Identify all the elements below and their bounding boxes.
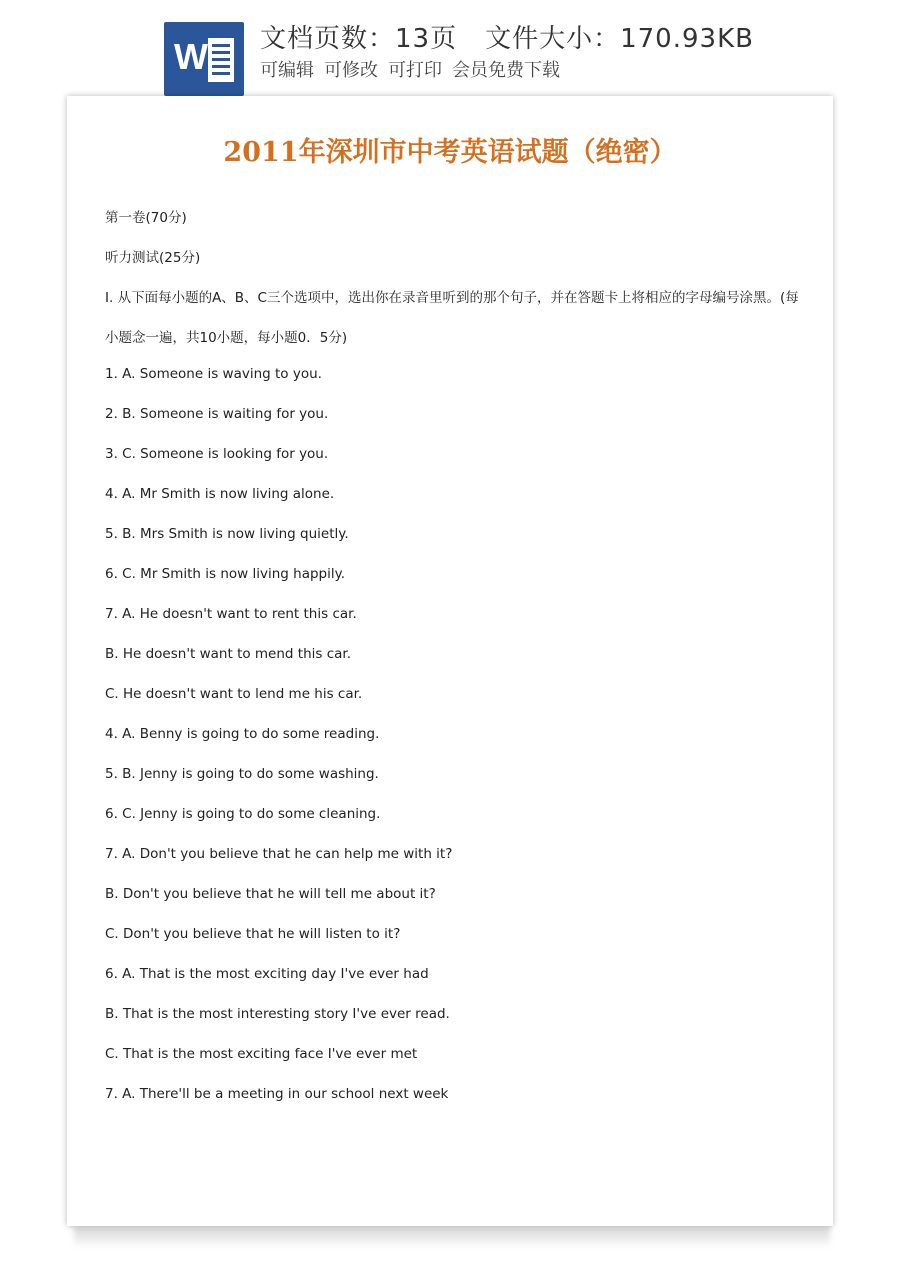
file-stats	[260, 18, 754, 55]
feature-list	[260, 56, 570, 82]
question-line: 7. A. He doesn't want to rent this car.	[105, 606, 357, 622]
feature-member-download: 会员免费下载	[452, 60, 560, 81]
question-line: 6. A. That is the most exciting day I've ever had	[105, 966, 429, 982]
question-line: 1. A. Someone is waving to you.	[105, 366, 322, 382]
feature-printable: 可打印	[388, 60, 442, 81]
document-page	[67, 96, 833, 1226]
question-line: C. That is the most exciting face I've ever met	[105, 1046, 418, 1062]
document-title: 2011年深圳市中考英语试题（绝密）	[223, 137, 677, 168]
question-line: 5. B. Mrs Smith is now living quietly.	[105, 526, 349, 542]
question-line: 3. C. Someone is looking for you.	[105, 446, 329, 462]
question-line: 4. A. Mr Smith is now living alone.	[105, 486, 335, 502]
feature-editable: 可编辑	[260, 60, 314, 81]
instruction-text: I. 从下面每小题的A、B、C三个选项中，选出你在录音里听到的那个句子，并在答题卡上将相应的字母编号涂黑。(每	[105, 290, 799, 306]
question-line: 7. A. There'll be a meeting in our school next week	[105, 1086, 449, 1102]
page-count: 文档页数：13页	[260, 24, 458, 54]
section-heading: 第一卷(70分)	[105, 210, 187, 226]
question-line: C. Don't you believe that he will listen to it?	[105, 926, 401, 942]
paper-shadow	[74, 1226, 830, 1248]
question-line: 4. A. Benny is going to do some reading.	[105, 726, 380, 742]
question-line: C. He doesn't want to lend me his car.	[105, 686, 363, 702]
instruction-text-continued: 小题念一遍，共10小题，每小题0．5分)	[105, 330, 348, 346]
question-line: B. That is the most interesting story I've ever read.	[105, 1006, 450, 1022]
feature-modifiable: 可修改	[324, 60, 378, 81]
question-line: 7. A. Don't you believe that he can help me with it?	[105, 846, 453, 862]
word-document-icon: W	[164, 22, 244, 96]
subsection-heading: 听力测试(25分)	[105, 250, 201, 266]
question-line: 5. B. Jenny is going to do some washing.	[105, 766, 379, 782]
question-line: B. He doesn't want to mend this car.	[105, 646, 352, 662]
question-line: 2. B. Someone is waiting for you.	[105, 406, 329, 422]
question-line: 6. C. Mr Smith is now living happily.	[105, 566, 345, 582]
file-size: 文件大小：170.93KB	[485, 24, 754, 54]
question-line: 6. C. Jenny is going to do some cleaning.	[105, 806, 381, 822]
download-info-header	[0, 0, 900, 100]
question-line: B. Don't you believe that he will tell me about it?	[105, 886, 436, 902]
